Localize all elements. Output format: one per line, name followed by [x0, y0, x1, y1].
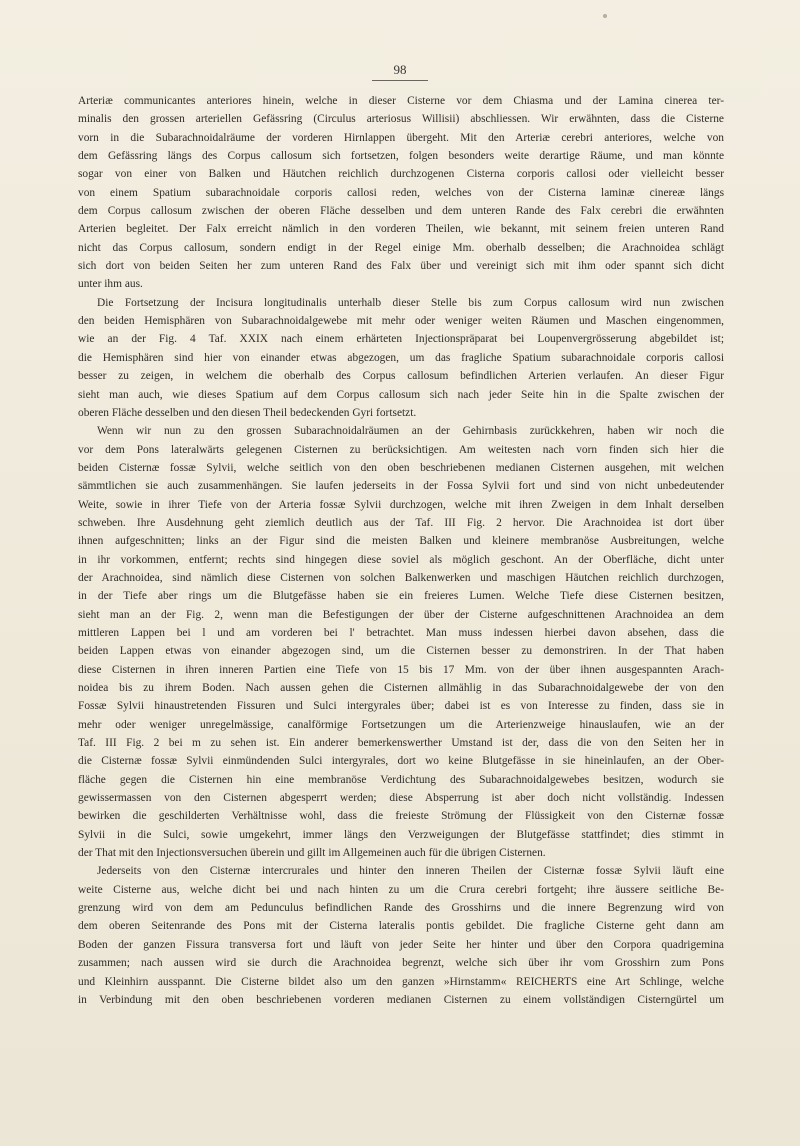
text-line: Taf. III Fig. 2 bei m zu sehen ist. Ein anderer bemerkenswerther Umstand ist der, dass die von den Seiten her in — [78, 737, 724, 750]
text-line: grenzung wird von dem am Pedunculus befindlichen Rande des Grosshirns und die innere Begrenzung wird von — [78, 902, 724, 915]
text-line: den beiden Hemisphären von Subarachnoidalgewebe mit mehr oder weniger weiten Räumen und Maschen eingenommen, — [78, 315, 724, 328]
text-line: vor dem Pons lateralwärts gelegenen Cisternen zu berücksichtigen. Am weitesten nach vorn finden sich hier die — [78, 443, 724, 456]
text-line: in ihr vorkommen, entfernt; rechts sind hingegen diese soviel als möglich geschont. An der Oberfläche, dicht unter — [78, 553, 724, 566]
text-line: Arterien begleitet. Der Falx erreicht nämlich in den vorderen Theilen, wie bekannt, mit seinem freien unteren Rand — [78, 223, 724, 236]
text-line: Die Fortsetzung der Incisura longitudinalis unterhalb dieser Stelle bis zum Corpus callosum wird nun zwischen — [97, 296, 724, 309]
text-line: sämmtlichen sie auch zusammenhängen. Sie laufen jederseits in der Fossa Sylvii fort und sind von nicht unbedeutender — [78, 480, 724, 493]
text-line: Sylvii in die Sulci, sowie umgekehrt, immer längs den Verzweigungen der Blutgefässe stattfindet; dies stimmt in — [78, 828, 724, 841]
text-line: ihnen aufgeschnitten; links an der Figur sind die meisten Balken und kleinere membranöse Ausbreitungen, welche — [78, 535, 724, 548]
text-line: in der Tiefe aber rings um die Blutgefässe haben sie ein freieres Lumen. Welche Tiefe diese Cisternen besitzen, — [78, 590, 724, 603]
text-line: bewirken die geschilderten Verhältnisse wohl, dass die freieste Strömung der Flüssigkeit von den Cisternæ fossæ — [78, 810, 724, 823]
text-line: sieht man auch, wie dieses Spatium auf dem Corpus callosum sich nach jeder Seite hin in die Spalte zwischen der — [78, 388, 724, 401]
text-line: Weite, sowie in ihrer Tiefe von der Arteria fossæ Sylvii durchzogen, welche mit ihren Zweigen in dem Inhalt derselben — [78, 498, 724, 511]
text-line: diese Cisternen in ihren inneren Partien eine Tiefe von 15 bis 17 Mm. von der über ihnen ausgespannten Arach- — [78, 663, 724, 676]
text-line: oberen Fläche desselben und den diesen Theil bedeckenden Gyri fortsetzt. — [78, 406, 417, 419]
text-line: und Kleinhirn ausspannt. Die Cisterne bildet also um den ganzen »Hirnstamm« REICHERTS eine Art Schlinge, welche — [78, 975, 724, 988]
text-line: sogar von einer von Balken und Häutchen reichlich durchzogenen Cisterna corporis callosi oder vielleicht besser — [78, 168, 724, 181]
text-line: wie an der Fig. 4 Taf. XXIX nach einem erhärteten Injectionspräparat bei Loupenvergrösserung abgebildet ist; — [78, 333, 724, 346]
text-line: schweben. Ihre Ausdehnung geht ziemlich deutlich aus der Taf. III Fig. 2 hervor. Die Arachnoidea ist dort über — [78, 516, 724, 529]
text-line: nicht das Corpus callosum, sondern endigt in der Regel einige Mm. oberhalb desselben; die Arachnoidea schlägt — [78, 241, 724, 254]
text-line: die Cisternæ fossæ Sylvii einmündenden Sulci intergyrales, dort wo keine Blutgefässe in sie hineinlaufen, an der Ober- — [78, 755, 724, 768]
text-line: fläche gegen die Cisternen hin eine membranöse Verdichtung des Subarachnoidalgewebes besitzen, wodurch sie — [78, 773, 724, 786]
text-line: Fossæ Sylvii hinaustretenden Fissuren und Sulci intergyrales über; dabei ist es von Interesse zu finden, dass sie in — [78, 700, 724, 713]
text-line: mittleren Lappen bei l und am vorderen bei l' betrachtet. Man muss indessen hierbei davon absehen, dass die — [78, 626, 724, 639]
text-line: gewissermassen von den Cisternen abgesperrt werden; diese Absperrung ist aber doch nicht vollständig. Indessen — [78, 792, 724, 805]
text-line: zusammen; nach aussen wird sie durch die Arachnoidea begrenzt, welche sich über ihr vom Grosshirn zum Pons — [78, 957, 724, 970]
text-line: in Verbindung mit den oben beschriebenen vorderen medianen Cisternen zu einem vollständigen Cisterngürtel um — [78, 993, 724, 1006]
text-line: unter ihm aus. — [78, 278, 143, 291]
paper-speck — [603, 14, 607, 18]
text-line: Arteriæ communicantes anteriores hinein, welche in dieser Cisterne vor dem Chiasma und der Lamina cinerea ter- — [78, 95, 724, 107]
text-line: beiden Cisternæ fossæ Sylvii, welche seitlich von den oben beschriebenen medianen Cisternen ausgehen, mit welchen — [78, 461, 724, 474]
page-number: 98 — [393, 62, 407, 77]
text-line: beiden Lappen etwas von einander abgezogen sind, um die Cisternen besser zu demonstriren. In der That haben — [78, 645, 724, 658]
text-line: der That mit den Injectionsversuchen überein und gillt im Allgemeinen auch für die übrigen Cisternen. — [78, 847, 546, 860]
text-line: vorn in die Subarachnoidalräume der vorderen Hirnlappen übergeht. Mit den Arteriæ cerebri anteriores, welche von — [78, 131, 724, 144]
page-number-rule — [372, 80, 428, 81]
text-line: besser zu zeigen, in welchem die oberhalb des Corpus callosum befindlichen Arterien verlaufen. An dieser Figur — [78, 370, 724, 383]
text-line: dem oberen Seitenrande des Pons mit der Cisterna lateralis pontis gebildet. Die fragliche Cisterne geht dann am — [78, 920, 724, 933]
text-line: weite Cisterne aus, welche dicht bei und nach hinten zu um die Crura cerebri fortgeht; ihre äussere seitliche Be- — [78, 883, 724, 896]
text-line: dem Corpus callosum zwischen der oberen Fläche desselben und dem unteren Rande des Falx cerebri die erwähnten — [78, 205, 724, 218]
text-line: mehr oder weniger unregelmässige, canalförmige Fortsetzungen um die Arterienzweige hinauslaufen, wie an der — [78, 718, 724, 731]
text-line: Wenn wir nun zu den grossen Subarachnoidalräumen an der Gehirnbasis zurückkehren, haben wir noch die — [97, 425, 724, 438]
text-line: die Hemisphären sind hier von einander etwas abgezogen, um das fragliche Spatium subarachnoidale corporis callosi — [78, 351, 724, 364]
text-line: sich dort von beiden Seiten her zum unteren Rand des Falx über und vereinigt sich mit ihm oder spannt sich dicht — [78, 260, 724, 273]
text-line: dem Gefässring längs des Corpus callosum sich fortsetzen, folgen besonders weite derartige Räume, und man könnte — [78, 150, 724, 163]
body-text — [78, 92, 724, 1009]
text-line: der Arachnoidea, sind nämlich diese Cisternen von solchen Balkenwerken und maschigen Häutchen reichlich durchzogen, — [78, 571, 724, 584]
text-line: Boden der ganzen Fissura transversa fort und läuft von jeder Seite her hinter und über den Corpora quadrigemina — [78, 938, 724, 951]
text-line: sieht man an der Fig. 2, wenn man die Befestigungen der über der Cisterne aufgeschnittenen Arachnoidea an dem — [78, 608, 724, 621]
text-line: von einem Spatium subarachnoidale corporis callosi reden, welches von der Cisterna laminæ cinereæ längs — [78, 186, 724, 199]
text-line: Jederseits von den Cisternæ intercrurales und hinter den inneren Theilen der Cisternæ fossæ Sylvii läuft eine — [97, 865, 724, 878]
text-line: minalis den grossen arteriellen Gefässring (Circulus arteriosus Willisii) abschliessen. Wir erwähnten, dass die Cisterne — [78, 113, 724, 126]
text-line: noidea bis zu ihrem Boden. Nach aussen gehen die Cisternen allmählig in das Subarachnoidalgewebe der von den — [78, 682, 724, 694]
